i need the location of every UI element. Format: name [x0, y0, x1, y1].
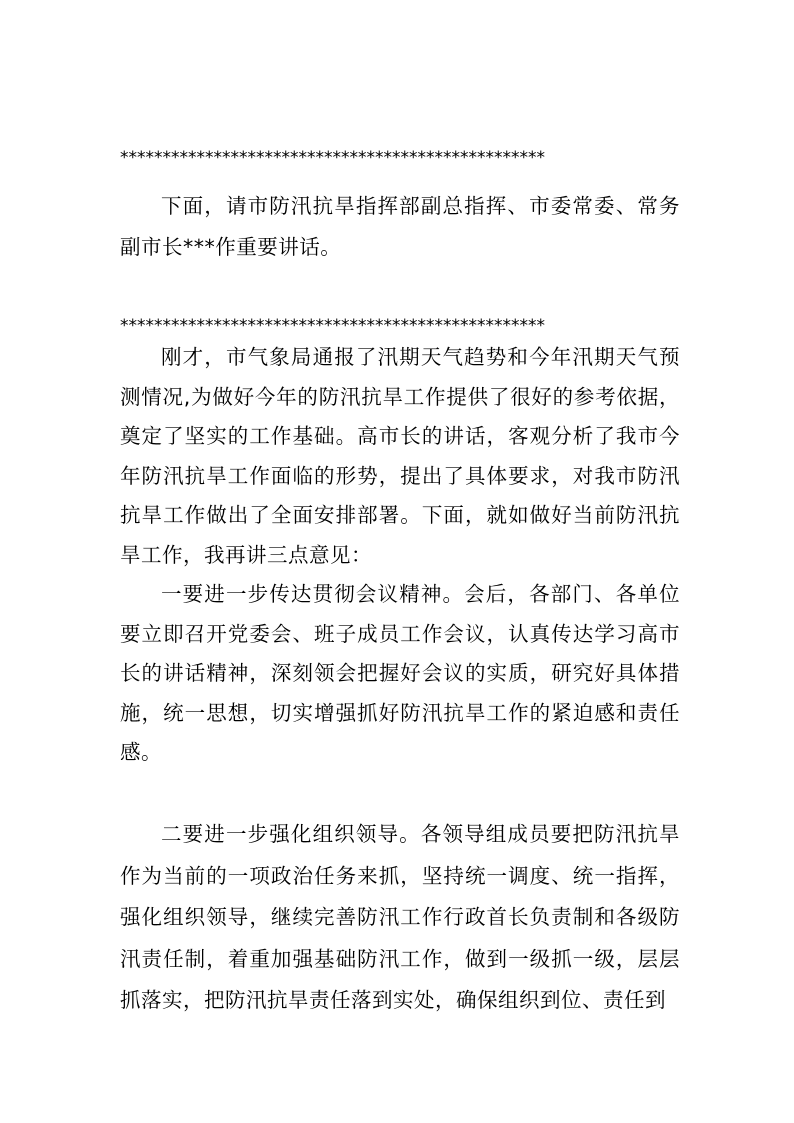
separator-line: ************************************************** — [120, 316, 545, 336]
text-section-speech — [120, 338, 680, 773]
paragraph: 刚才，市气象局通报了汛期天气趋势和今年汛期天气预测情况,为做好今年的防汛抗旱工作提供了很好的参考依据，奠定了坚实的工作基础。高市长的讲话，客观分析了我市今年防汛抗旱工作面临的形势，提出了具体要求，对我市防汛抗旱工作做出了全面安排部署。下面，就如做好当前防汛抗旱工作，我再讲三点意见： — [120, 345, 680, 567]
paragraph: 二要进一步强化组织领导。各领导组成员要把防汛抗旱作为当前的一项政治任务来抓，坚持统一调度、统一指挥，强化组织领导，继续完善防汛工作行政首长负责制和各级防汛责任制，着重加强基础防汛工作，做到一级抓一级，层层抓落实，把防汛抗旱责任落到实处，确保组织到位、责任到 — [120, 822, 680, 1012]
paragraph: 一要进一步传达贯彻会议精神。会后，各部门、各单位要立即召开党委会、班子成员工作会议，认真传达学习高市长的讲话精神，深刻领会把握好会议的实质，研究好具体措施，统一思想，切实增强抓好防汛抗旱工作的紧迫感和责任感。 — [120, 582, 680, 764]
text-section-points — [120, 814, 680, 1022]
text-section-intro — [120, 186, 680, 268]
separator-line: ************************************************** — [120, 148, 545, 168]
paragraph: 下面，请市防汛抗旱指挥部副总指挥、市委常委、常务副市长***作重要讲话。 — [120, 194, 680, 259]
